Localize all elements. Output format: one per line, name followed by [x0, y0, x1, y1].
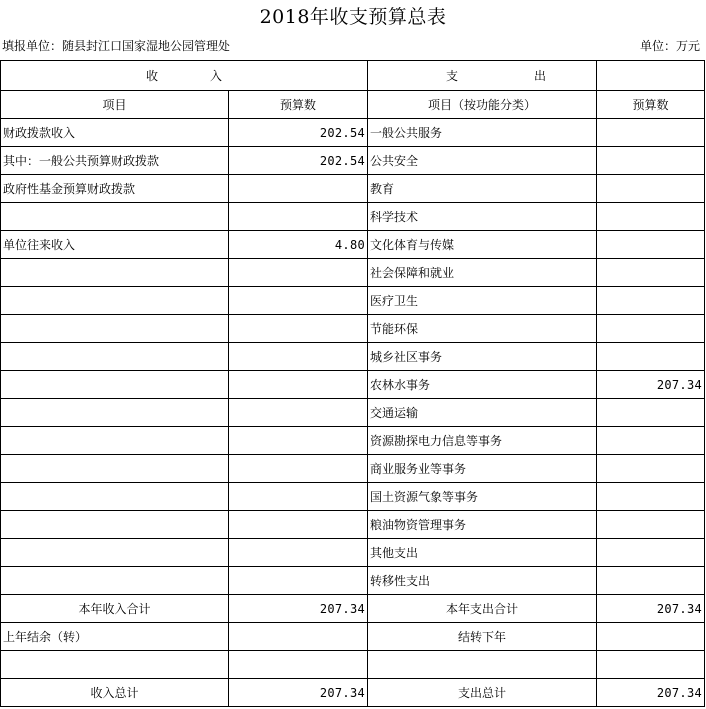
expense-value	[597, 399, 705, 427]
income-year-total-label: 本年收入合计	[1, 595, 229, 623]
table-row	[1, 287, 705, 315]
expense-value	[597, 231, 705, 259]
expense-item: 节能环保	[368, 315, 597, 343]
expense-item: 科学技术	[368, 203, 597, 231]
budget-table	[0, 60, 705, 707]
carry-in-value	[229, 623, 368, 651]
expense-value	[597, 567, 705, 595]
expense-item: 其他支出	[368, 539, 597, 567]
income-value	[229, 567, 368, 595]
expense-value	[597, 511, 705, 539]
income-item	[1, 315, 229, 343]
income-value	[229, 343, 368, 371]
income-item: 单位往来收入	[1, 231, 229, 259]
year-total-row	[1, 595, 705, 623]
expense-item: 国土资源气象等事务	[368, 483, 597, 511]
income-value	[229, 455, 368, 483]
income-item	[1, 539, 229, 567]
blank-row	[1, 651, 705, 679]
expense-value	[597, 119, 705, 147]
col-header-budget-right: 预算数	[597, 91, 705, 119]
expense-item: 转移性支出	[368, 567, 597, 595]
table-row	[1, 511, 705, 539]
expense-item: 交通运输	[368, 399, 597, 427]
expense-section-header: 支出	[368, 61, 597, 91]
expense-value	[597, 147, 705, 175]
income-item	[1, 371, 229, 399]
expense-value	[597, 287, 705, 315]
expense-value	[597, 175, 705, 203]
expense-value	[597, 539, 705, 567]
table-row	[1, 119, 705, 147]
expense-grand-total-value: 207.34	[597, 679, 705, 707]
carry-in-label: 上年结余（转）	[1, 623, 229, 651]
income-section-header: 收入	[1, 61, 368, 91]
table-row	[1, 175, 705, 203]
income-value	[229, 315, 368, 343]
column-header-row	[1, 91, 705, 119]
income-item	[1, 455, 229, 483]
expense-item: 教育	[368, 175, 597, 203]
expense-item: 粮油物资管理事务	[368, 511, 597, 539]
income-item: 其中：一般公共预算财政拨款	[1, 147, 229, 175]
currency-unit: 单位：万元	[639, 39, 700, 53]
income-item	[1, 287, 229, 315]
table-row	[1, 315, 705, 343]
table-row	[1, 483, 705, 511]
expense-value	[597, 427, 705, 455]
section-header-row	[1, 61, 705, 91]
income-item	[1, 427, 229, 455]
income-value	[229, 259, 368, 287]
income-item	[1, 259, 229, 287]
table-row	[1, 567, 705, 595]
income-value	[229, 483, 368, 511]
expense-item: 医疗卫生	[368, 287, 597, 315]
col-header-item-func: 项目（按功能分类）	[368, 91, 597, 119]
income-item	[1, 483, 229, 511]
expense-item: 商业服务业等事务	[368, 455, 597, 483]
table-row	[1, 539, 705, 567]
income-item	[1, 203, 229, 231]
carry-out-value	[597, 623, 705, 651]
col-header-item: 项目	[1, 91, 229, 119]
income-value: 202.54	[229, 119, 368, 147]
page-title: 2018年收支预算总表	[259, 6, 447, 28]
income-value	[229, 511, 368, 539]
expense-item: 资源勘探电力信息等事务	[368, 427, 597, 455]
carry-row	[1, 623, 705, 651]
expense-item: 一般公共服务	[368, 119, 597, 147]
income-item	[1, 399, 229, 427]
income-item: 财政拨款收入	[1, 119, 229, 147]
expense-item: 社会保障和就业	[368, 259, 597, 287]
income-year-total-value: 207.34	[229, 595, 368, 623]
income-value: 202.54	[229, 147, 368, 175]
expense-year-total-value: 207.34	[597, 595, 705, 623]
table-row	[1, 147, 705, 175]
income-value	[229, 427, 368, 455]
income-value	[229, 399, 368, 427]
table-row	[1, 259, 705, 287]
grand-total-row	[1, 679, 705, 707]
table-row	[1, 371, 705, 399]
expense-value	[597, 455, 705, 483]
income-value	[229, 203, 368, 231]
reporting-unit: 填报单位：随县封江口国家湿地公园管理处	[2, 39, 231, 53]
col-header-budget: 预算数	[229, 91, 368, 119]
income-item	[1, 567, 229, 595]
carry-out-label: 结转下年	[368, 623, 597, 651]
expense-item: 城乡社区事务	[368, 343, 597, 371]
expense-value	[597, 315, 705, 343]
expense-grand-total-label: 支出总计	[368, 679, 597, 707]
table-row	[1, 203, 705, 231]
expense-value	[597, 203, 705, 231]
income-value: 4.80	[229, 231, 368, 259]
income-value	[229, 287, 368, 315]
table-row	[1, 343, 705, 371]
income-grand-total-label: 收入总计	[1, 679, 229, 707]
expense-value	[597, 483, 705, 511]
expense-value	[597, 343, 705, 371]
expense-item: 文化体育与传媒	[368, 231, 597, 259]
table-row	[1, 427, 705, 455]
income-item	[1, 343, 229, 371]
income-value	[229, 539, 368, 567]
table-row	[1, 455, 705, 483]
table-row	[1, 231, 705, 259]
expense-year-total-label: 本年支出合计	[368, 595, 597, 623]
income-grand-total-value: 207.34	[229, 679, 368, 707]
income-item	[1, 511, 229, 539]
income-item: 政府性基金预算财政拨款	[1, 175, 229, 203]
income-value	[229, 175, 368, 203]
table-row	[1, 399, 705, 427]
income-value	[229, 371, 368, 399]
expense-value: 207.34	[597, 371, 705, 399]
expense-item: 农林水事务	[368, 371, 597, 399]
expense-item: 公共安全	[368, 147, 597, 175]
expense-value	[597, 259, 705, 287]
